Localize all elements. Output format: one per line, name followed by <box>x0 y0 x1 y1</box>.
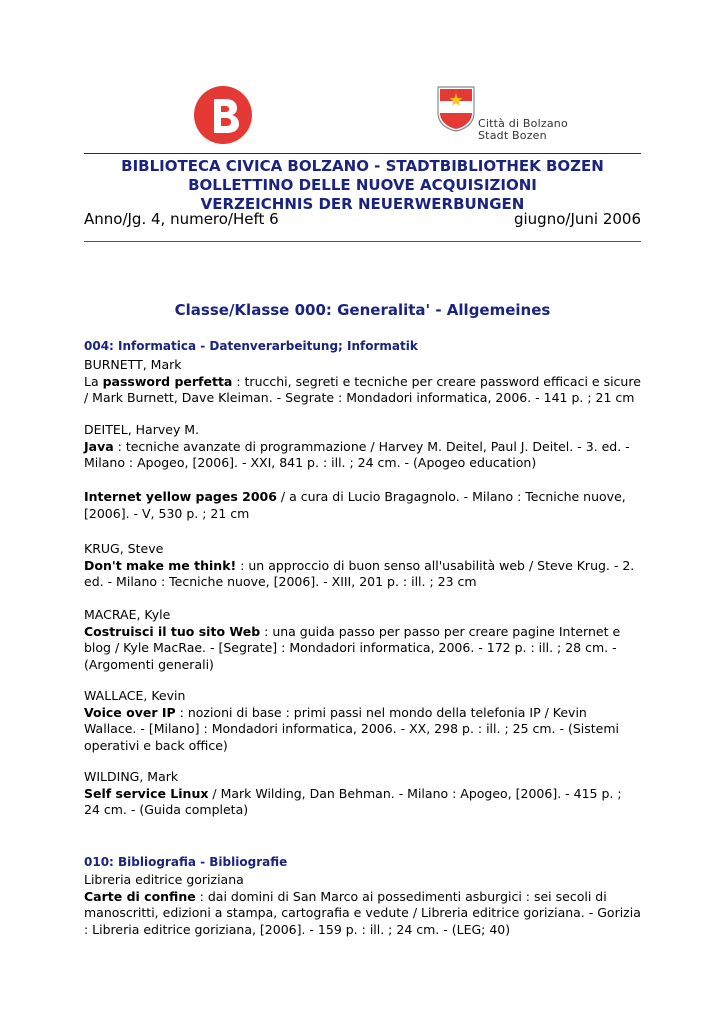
section-heading: 004: Informatica - Datenverarbeitung; Informatik <box>84 339 418 353</box>
entry-author: WILDING, Mark <box>84 769 179 784</box>
entry-details: : un approccio di buon senso all'usabilità web / Steve Krug. - 2. ed. - Milano : Tecniche nuove, [2006]. - XIII, 201 p. : ill. ; 23 cm <box>84 557 635 589</box>
classe-heading: Classe/Klasse 000: Generalita' - Allgemeines <box>174 301 551 319</box>
issue-line <box>84 210 641 229</box>
entry-description <box>84 889 641 939</box>
entry-title: Self service Linux <box>84 785 209 801</box>
city-of-bolzano-logo <box>436 85 571 141</box>
entry-article: La <box>84 373 103 389</box>
entry-details: : tecniche avanzate di programmazione / Harvey M. Deitel, Paul J. Deitel. - 3. ed. - Milano : Apogeo, [2006]. - XXI, 841 p. : ill. ; 24 cm. - (Apogeo education) <box>84 438 630 470</box>
entry-author: DEITEL, Harvey M. <box>84 422 200 437</box>
catalog-entry <box>84 872 641 938</box>
header-rule-bottom <box>84 241 641 242</box>
entry-details: : trucchi, segreti e tecniche per creare password efficaci e sicure / Mark Burnett, Dave Kleiman. - Segrate : Mondadori informatica, 2006. - 141 p. ; 21 cm <box>84 373 641 405</box>
entry-details: / Mark Wilding, Dan Behman. - Milano : Apogeo, [2006]. - 415 p. ; 24 cm. - (Guida completa) <box>84 785 622 817</box>
catalog-entry <box>84 489 641 522</box>
bulletin-title-de: VERZEICHNIS DER NEUERWERBUNGEN <box>200 195 525 213</box>
city-logo-text <box>478 118 568 142</box>
entry-description <box>84 489 641 522</box>
bulletin-title-it: BOLLETTINO DELLE NUOVE ACQUISIZIONI <box>188 176 537 194</box>
entry-details: : nozioni di base : primi passi nel mondo della telefonia IP / Kevin Wallace. - [Milano] : Mondadori informatica, 2006. - XX, 298 p. : ill. ; 25 cm. - (Sistemi operativi e back office) <box>84 704 620 753</box>
section-heading: 010: Bibliografia - Bibliografie <box>84 855 288 869</box>
entry-title: Voice over IP <box>84 704 176 720</box>
issue-date: giugno/Juni 2006 <box>513 210 641 228</box>
entry-author: Libreria editrice goriziana <box>84 872 244 887</box>
city-crest-icon <box>436 85 476 133</box>
entry-author: BURNETT, Mark <box>84 357 182 372</box>
issue-number: Anno/Jg. 4, numero/Heft 6 <box>84 210 279 228</box>
entry-description <box>84 624 641 674</box>
catalog-entry <box>84 541 641 591</box>
catalog-entry <box>84 357 641 407</box>
catalog-entry <box>84 769 641 819</box>
entry-author: MACRAE, Kyle <box>84 607 171 622</box>
header-rule-top <box>84 153 641 154</box>
city-name-de: Stadt Bozen <box>478 129 547 142</box>
catalog-entry <box>84 688 641 754</box>
entry-title: Don't make me think! <box>84 557 237 573</box>
city-name-it: Città di Bolzano <box>478 117 568 130</box>
entry-title: Java <box>84 438 114 454</box>
catalog-entry <box>84 422 641 472</box>
entry-title: Costruisci il tuo sito Web <box>84 623 261 639</box>
catalog-entry <box>84 607 641 673</box>
entry-description <box>84 705 641 755</box>
library-b-logo <box>194 86 252 144</box>
entry-description <box>84 439 641 472</box>
entry-title: Internet yellow pages 2006 <box>84 489 277 504</box>
entry-description <box>84 558 641 591</box>
entry-author: WALLACE, Kevin <box>84 688 186 703</box>
library-title: BIBLIOTECA CIVICA BOLZANO - STADTBIBLIOTHEK BOZEN <box>121 157 604 175</box>
entry-details: : dai domini di San Marco ai possedimenti asburgici : sei secoli di manoscritti, edizioni a stampa, cartografia e vedute / Libreria editrice goriziana. - Gorizia : Libreria editrice goriziana, [2006]. - 159 p. : ill. ; 24 cm. - (LEG; 40) <box>84 888 641 937</box>
entry-description <box>84 374 641 407</box>
entry-title: Carte di confine <box>84 888 196 904</box>
entry-description <box>84 786 641 819</box>
entry-details: / a cura di Lucio Bragagnolo. - Milano : Tecniche nuove, [2006]. - V, 530 p. ; 21 cm <box>84 489 626 521</box>
entry-author: KRUG, Steve <box>84 541 164 556</box>
entry-details: : una guida passo per passo per creare pagine Internet e blog / Kyle MacRae. - [Segrate] : Mondadori informatica, 2006. - 172 p. : ill. ; 28 cm. - (Argomenti generali) <box>84 623 621 672</box>
entry-title: password perfetta <box>102 373 233 389</box>
